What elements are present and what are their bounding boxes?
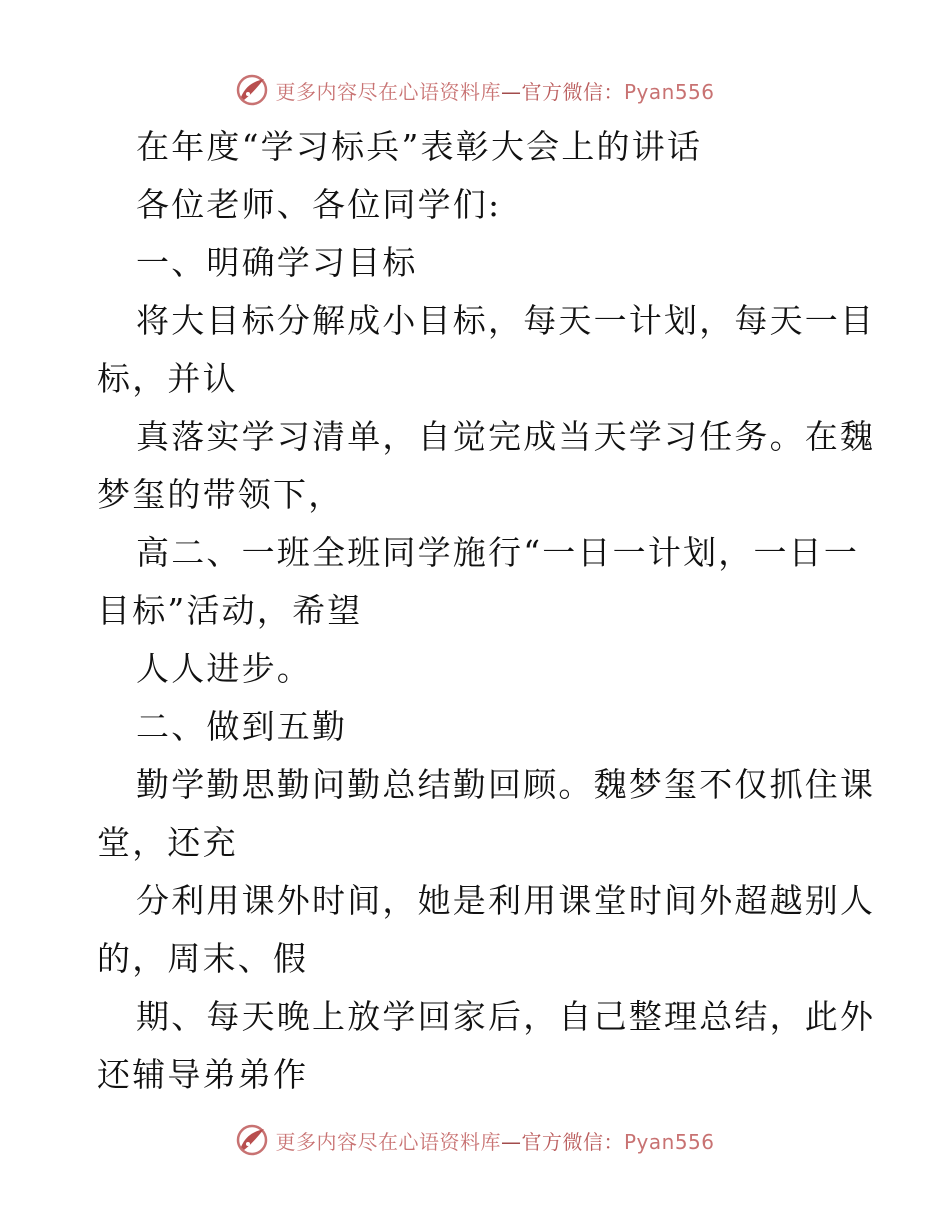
watermark-text <box>275 76 714 105</box>
watermark-wechat-id: Pyan556 <box>623 79 715 104</box>
header-watermark <box>0 70 950 110</box>
text-line: 真落实学习清单，自觉完成当天学习任务。在魏 <box>136 417 876 456</box>
watermark-wechat-label: 官方微信： <box>521 79 624 104</box>
text-line: 将大目标分解成小目标，每天一计划，每天一目 <box>136 301 876 340</box>
text-line: 各位老师、各位同学们: <box>136 185 502 224</box>
text-line: 的，周末、假 <box>97 939 309 978</box>
text-line: 在年度“学习标兵”表彰大会上的讲话 <box>136 127 703 166</box>
text-line: 高二、一班全班同学施行“一日一计划，一日一 <box>136 533 860 572</box>
text-line: 人人进步。 <box>136 649 312 688</box>
watermark-separator: — <box>500 1129 522 1154</box>
document-body <box>97 118 876 1104</box>
watermark-text <box>275 1126 714 1155</box>
pen-nib-logo-icon <box>235 73 269 107</box>
text-line: 勤学勤思勤问勤总结勤回顾。魏梦玺不仅抓住课 <box>136 765 876 804</box>
watermark-separator: — <box>500 79 522 104</box>
watermark-wechat-label: 官方微信： <box>521 1129 624 1154</box>
watermark-brand: 更多内容尽在心语资料库 <box>275 1129 501 1154</box>
text-line: 分利用课外时间，她是利用课堂时间外超越别人 <box>136 881 876 920</box>
text-line: 一、明确学习目标 <box>136 243 418 282</box>
pen-nib-logo-icon <box>235 1123 269 1157</box>
text-line: 二、做到五勤 <box>136 707 348 746</box>
text-line: 期、每天晚上放学回家后，自己整理总结，此外 <box>136 997 876 1036</box>
footer-watermark <box>0 1120 950 1160</box>
text-line: 标，并认 <box>97 359 238 398</box>
text-line: 还辅导弟弟作 <box>97 1055 309 1094</box>
text-line: 梦玺的带领下， <box>97 475 344 514</box>
text-line: 堂，还充 <box>97 823 238 862</box>
watermark-wechat-id: Pyan556 <box>623 1129 715 1154</box>
watermark-brand: 更多内容尽在心语资料库 <box>275 79 501 104</box>
text-line: 目标”活动，希望 <box>97 591 363 630</box>
